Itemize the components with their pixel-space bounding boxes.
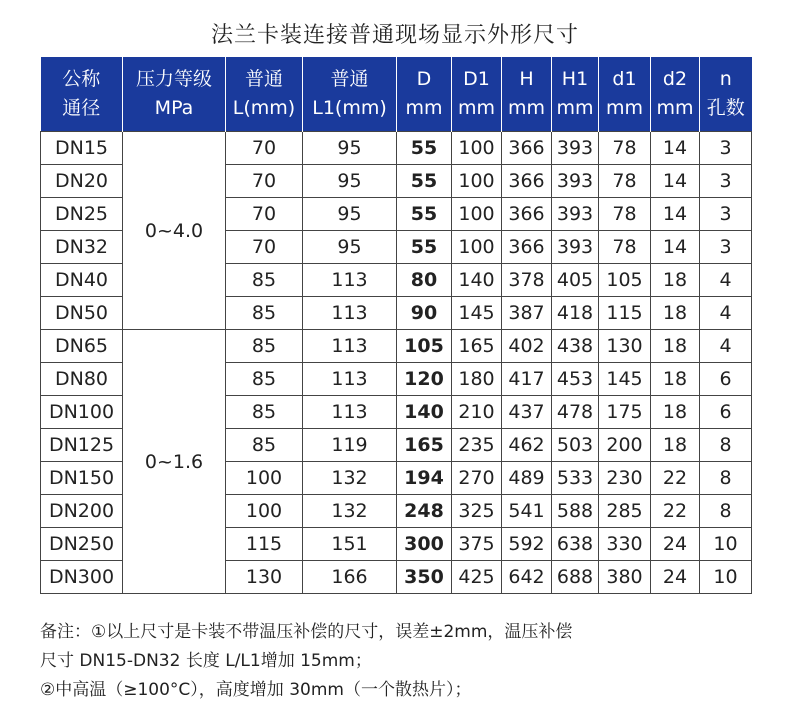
table-cell: 55: [397, 231, 452, 264]
table-cell: 55: [397, 132, 452, 165]
table-cell: 200: [599, 429, 651, 462]
table-cell: 24: [651, 528, 700, 561]
table-cell: 151: [303, 528, 397, 561]
table-cell: 366: [502, 198, 552, 231]
table-cell: 130: [226, 561, 303, 594]
table-cell: 592: [502, 528, 552, 561]
table-cell: 113: [303, 396, 397, 429]
column-header: [599, 57, 651, 132]
table-cell: 300: [397, 528, 452, 561]
table-cell: 14: [651, 165, 700, 198]
nominal-diameter-cell: DN32: [41, 231, 123, 264]
column-header: [123, 57, 226, 132]
table-cell: 95: [303, 165, 397, 198]
remark-line: 尺寸 DN15-DN32 长度 L/L1增加 15mm；: [40, 651, 372, 671]
nominal-diameter-cell: DN125: [41, 429, 123, 462]
column-header: [397, 57, 452, 132]
table-cell: 8: [700, 429, 752, 462]
table-cell: 18: [651, 264, 700, 297]
table-cell: 387: [502, 297, 552, 330]
column-header-line: mm: [405, 97, 443, 119]
table-cell: 366: [502, 132, 552, 165]
dimension-table: [40, 57, 752, 594]
table-cell: 115: [226, 528, 303, 561]
table-cell: 3: [700, 132, 752, 165]
table-cell: 393: [552, 198, 599, 231]
column-header-line: H: [519, 68, 534, 90]
table-cell: 145: [452, 297, 502, 330]
table-cell: 503: [552, 429, 599, 462]
column-header: [226, 57, 303, 132]
table-cell: 6: [700, 396, 752, 429]
table-cell: 100: [226, 462, 303, 495]
table-cell: 180: [452, 363, 502, 396]
column-header-line: H1: [561, 68, 589, 90]
table-cell: 375: [452, 528, 502, 561]
table-cell: 165: [397, 429, 452, 462]
table-cell: 453: [552, 363, 599, 396]
table-cell: 489: [502, 462, 552, 495]
table-cell: 3: [700, 198, 752, 231]
table-cell: 248: [397, 495, 452, 528]
nominal-diameter-cell: DN15: [41, 132, 123, 165]
table-cell: 393: [552, 132, 599, 165]
table-cell: 90: [397, 297, 452, 330]
table-cell: 22: [651, 462, 700, 495]
table-cell: 325: [452, 495, 502, 528]
table-cell: 80: [397, 264, 452, 297]
table-cell: 55: [397, 165, 452, 198]
table-cell: 85: [226, 429, 303, 462]
table-cell: 100: [452, 231, 502, 264]
column-header-line: D: [416, 68, 432, 90]
table-cell: 366: [502, 231, 552, 264]
pressure-cell: 0~4.0: [123, 132, 226, 330]
table-cell: 85: [226, 264, 303, 297]
table-cell: 140: [397, 396, 452, 429]
column-header-line: 通径: [62, 97, 101, 119]
table-cell: 130: [599, 330, 651, 363]
table-cell: 70: [226, 165, 303, 198]
table-cell: 100: [452, 198, 502, 231]
nominal-diameter-cell: DN40: [41, 264, 123, 297]
table-cell: 393: [552, 165, 599, 198]
table-row: [41, 330, 752, 363]
nominal-diameter-cell: DN20: [41, 165, 123, 198]
column-header: [41, 57, 123, 132]
column-header-line: 孔数: [706, 97, 745, 119]
table-cell: 85: [226, 330, 303, 363]
remarks: [40, 618, 572, 705]
table-cell: 378: [502, 264, 552, 297]
column-header-line: mm: [457, 97, 496, 119]
table-cell: 113: [303, 330, 397, 363]
table-cell: 140: [452, 264, 502, 297]
column-header-line: mm: [556, 97, 594, 119]
table-header-row: [41, 57, 752, 132]
column-header-line: MPa: [154, 97, 194, 119]
nominal-diameter-cell: DN25: [41, 198, 123, 231]
column-header: [552, 57, 599, 132]
table-cell: 10: [700, 528, 752, 561]
column-header: [502, 57, 552, 132]
table-cell: 22: [651, 495, 700, 528]
table-cell: 14: [651, 132, 700, 165]
table-cell: 4: [700, 297, 752, 330]
table-cell: 3: [700, 165, 752, 198]
nominal-diameter-cell: DN150: [41, 462, 123, 495]
table-cell: 393: [552, 231, 599, 264]
nominal-diameter-cell: DN100: [41, 396, 123, 429]
table-cell: 105: [397, 330, 452, 363]
remark-line: ②中高温（≥100°C），高度增加 30mm（一个散热片）；: [40, 680, 472, 700]
column-header-line: n: [719, 68, 732, 90]
table-cell: 55: [397, 198, 452, 231]
column-header-line: d2: [662, 68, 688, 90]
column-header: [700, 57, 752, 132]
table-cell: 119: [303, 429, 397, 462]
table-cell: 478: [552, 396, 599, 429]
table-cell: 85: [226, 363, 303, 396]
table-cell: 642: [502, 561, 552, 594]
table-cell: 366: [502, 165, 552, 198]
table-cell: 8: [700, 495, 752, 528]
column-header-line: mm: [656, 97, 694, 119]
table-cell: 380: [599, 561, 651, 594]
table-cell: 438: [552, 330, 599, 363]
table-cell: 165: [452, 330, 502, 363]
table-cell: 230: [599, 462, 651, 495]
table-cell: 402: [502, 330, 552, 363]
table-cell: 405: [552, 264, 599, 297]
column-header-line: 压力等级: [135, 68, 212, 90]
table-cell: 85: [226, 297, 303, 330]
table-cell: 115: [599, 297, 651, 330]
table-cell: 18: [651, 330, 700, 363]
nominal-diameter-cell: DN200: [41, 495, 123, 528]
table-cell: 588: [552, 495, 599, 528]
table-cell: 100: [452, 132, 502, 165]
table-cell: 14: [651, 231, 700, 264]
table-cell: 95: [303, 132, 397, 165]
table-cell: 166: [303, 561, 397, 594]
table-cell: 285: [599, 495, 651, 528]
table-cell: 175: [599, 396, 651, 429]
table-cell: 425: [452, 561, 502, 594]
table-cell: 10: [700, 561, 752, 594]
page-title: 法兰卡装连接普通现场显示外形尺寸: [210, 23, 579, 48]
table-cell: 533: [552, 462, 599, 495]
table-cell: 688: [552, 561, 599, 594]
table-cell: 350: [397, 561, 452, 594]
table-cell: 100: [226, 495, 303, 528]
table-cell: 78: [599, 198, 651, 231]
column-header-line: L1(mm): [312, 97, 387, 119]
table-cell: 194: [397, 462, 452, 495]
table-cell: 4: [700, 264, 752, 297]
table-cell: 113: [303, 297, 397, 330]
pressure-cell: 0~1.6: [123, 330, 226, 594]
column-header: [452, 57, 502, 132]
table-cell: 95: [303, 198, 397, 231]
remark-line: 备注：①以上尺寸是卡装不带温压补偿的尺寸，误差±2mm，温压补偿: [40, 622, 573, 642]
nominal-diameter-cell: DN300: [41, 561, 123, 594]
table-cell: 18: [651, 396, 700, 429]
table-cell: 6: [700, 363, 752, 396]
table-cell: 3: [700, 231, 752, 264]
nominal-diameter-cell: DN65: [41, 330, 123, 363]
table-cell: 18: [651, 297, 700, 330]
table-cell: 70: [226, 231, 303, 264]
column-header-line: mm: [605, 97, 644, 119]
column-header: [303, 57, 397, 132]
table-cell: 120: [397, 363, 452, 396]
table-cell: 18: [651, 429, 700, 462]
table-cell: 145: [599, 363, 651, 396]
table-cell: 100: [452, 165, 502, 198]
table-cell: 95: [303, 231, 397, 264]
column-header-line: D1: [463, 68, 490, 90]
table-cell: 70: [226, 198, 303, 231]
table-cell: 105: [599, 264, 651, 297]
table-cell: 24: [651, 561, 700, 594]
table-cell: 70: [226, 132, 303, 165]
table-cell: 132: [303, 495, 397, 528]
table-cell: 85: [226, 396, 303, 429]
table-cell: 235: [452, 429, 502, 462]
nominal-diameter-cell: DN250: [41, 528, 123, 561]
table-cell: 132: [303, 462, 397, 495]
nominal-diameter-cell: DN80: [41, 363, 123, 396]
table-cell: 113: [303, 264, 397, 297]
table-cell: 417: [502, 363, 552, 396]
table-cell: 541: [502, 495, 552, 528]
table-cell: 4: [700, 330, 752, 363]
table-cell: 210: [452, 396, 502, 429]
column-header: [651, 57, 700, 132]
column-header-line: 普通: [244, 68, 283, 90]
table-cell: 14: [651, 198, 700, 231]
table-cell: 638: [552, 528, 599, 561]
table-cell: 437: [502, 396, 552, 429]
table-cell: 330: [599, 528, 651, 561]
column-header-line: d1: [612, 68, 637, 90]
table-cell: 270: [452, 462, 502, 495]
table-cell: 78: [599, 132, 651, 165]
column-header-line: mm: [507, 97, 546, 119]
nominal-diameter-cell: DN50: [41, 297, 123, 330]
table-cell: 78: [599, 231, 651, 264]
column-header-line: 公称: [62, 68, 101, 90]
column-header-line: L(mm): [232, 97, 296, 119]
table-cell: 18: [651, 363, 700, 396]
table-row: [41, 132, 752, 165]
table-cell: 78: [599, 165, 651, 198]
column-header-line: 普通: [330, 68, 369, 90]
table-cell: 113: [303, 363, 397, 396]
table-cell: 462: [502, 429, 552, 462]
table-cell: 418: [552, 297, 599, 330]
table-cell: 8: [700, 462, 752, 495]
